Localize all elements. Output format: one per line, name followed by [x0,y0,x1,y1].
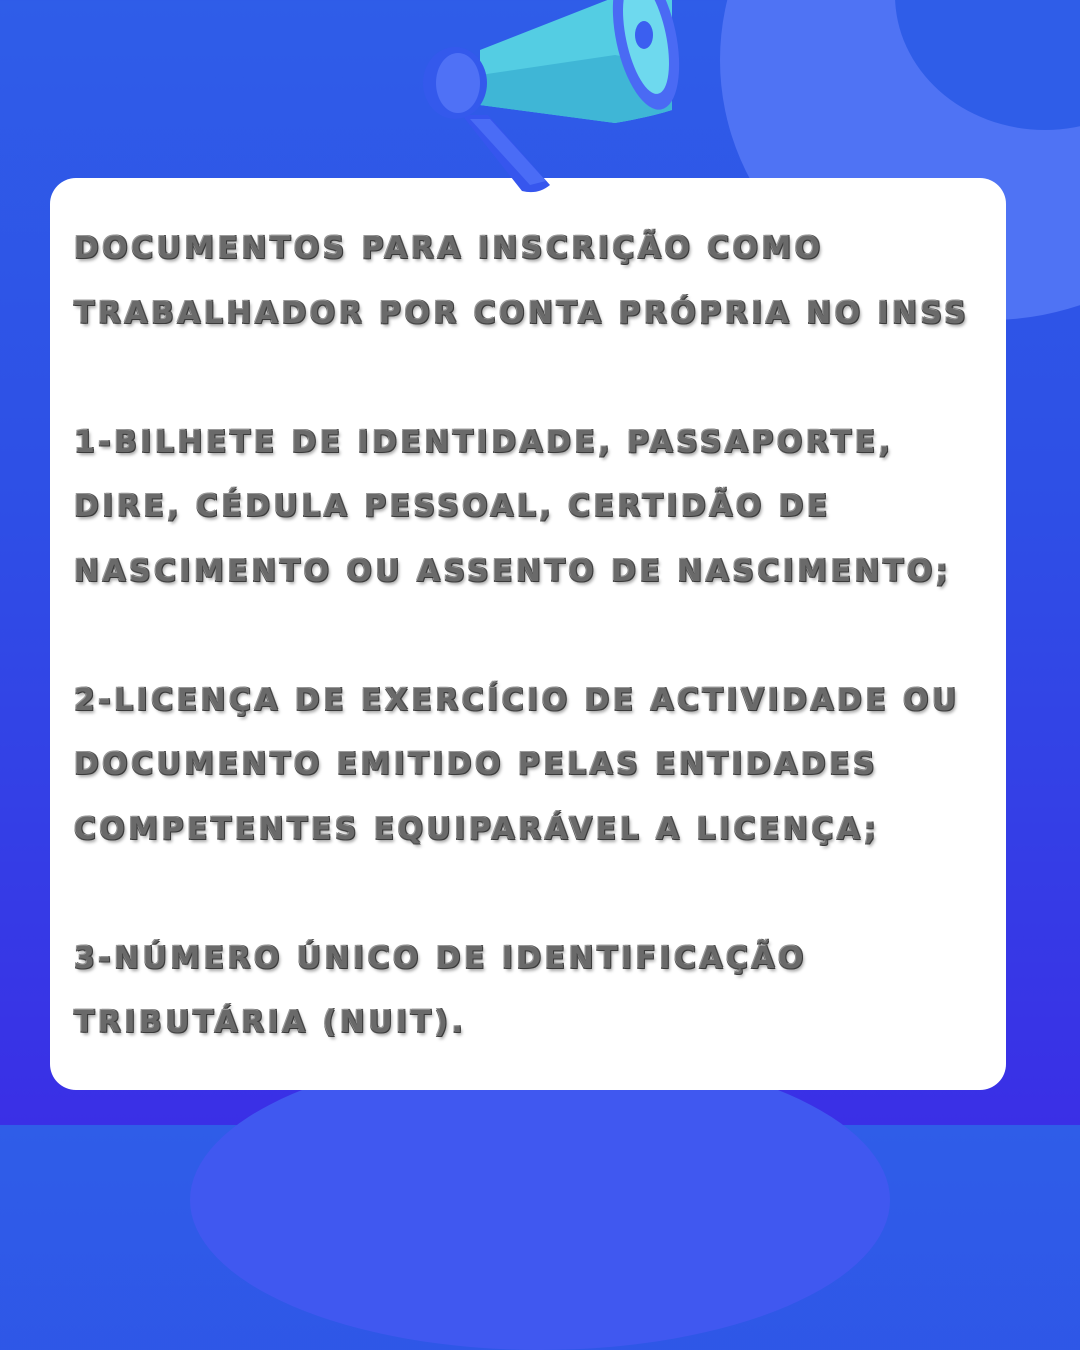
title-line-1: DOCUMENTOS PARA INSCRIÇÃO COMO [74,231,824,266]
item-1-line-1: 1-BILHETE DE IDENTIDADE, PASSAPORTE, [74,424,894,460]
item-2-line-1: 2-LICENÇA DE EXERCÍCIO DE ACTIVIDADE OU [74,682,960,718]
text-block [74,222,1004,1061]
item-2-line-3: COMPETENTES EQUIPARÁVEL A LICENÇA; [74,811,880,847]
spacer [74,609,1004,674]
spacer [74,351,1004,416]
title-line-2: TRABALHADOR POR CONTA PRÓPRIA NO INSS [74,295,970,331]
spacer [74,867,1004,932]
megaphone-icon [410,0,690,205]
item-1-line-2: DIRE, CÉDULA PESSOAL, CERTIDÃO DE [74,489,831,524]
item-3-line-1: 3-NÚMERO ÚNICO DE IDENTIFICAÇÃO [74,940,807,976]
item-2-line-2: DOCUMENTO EMITIDO PELAS ENTIDADES [74,747,879,782]
background-circle-bottom [190,1050,890,1350]
item-3-line-2: TRIBUTÁRIA (NUIT). [74,1005,467,1040]
item-1-line-3: NASCIMENTO OU ASSENTO DE NASCIMENTO; [74,553,952,589]
